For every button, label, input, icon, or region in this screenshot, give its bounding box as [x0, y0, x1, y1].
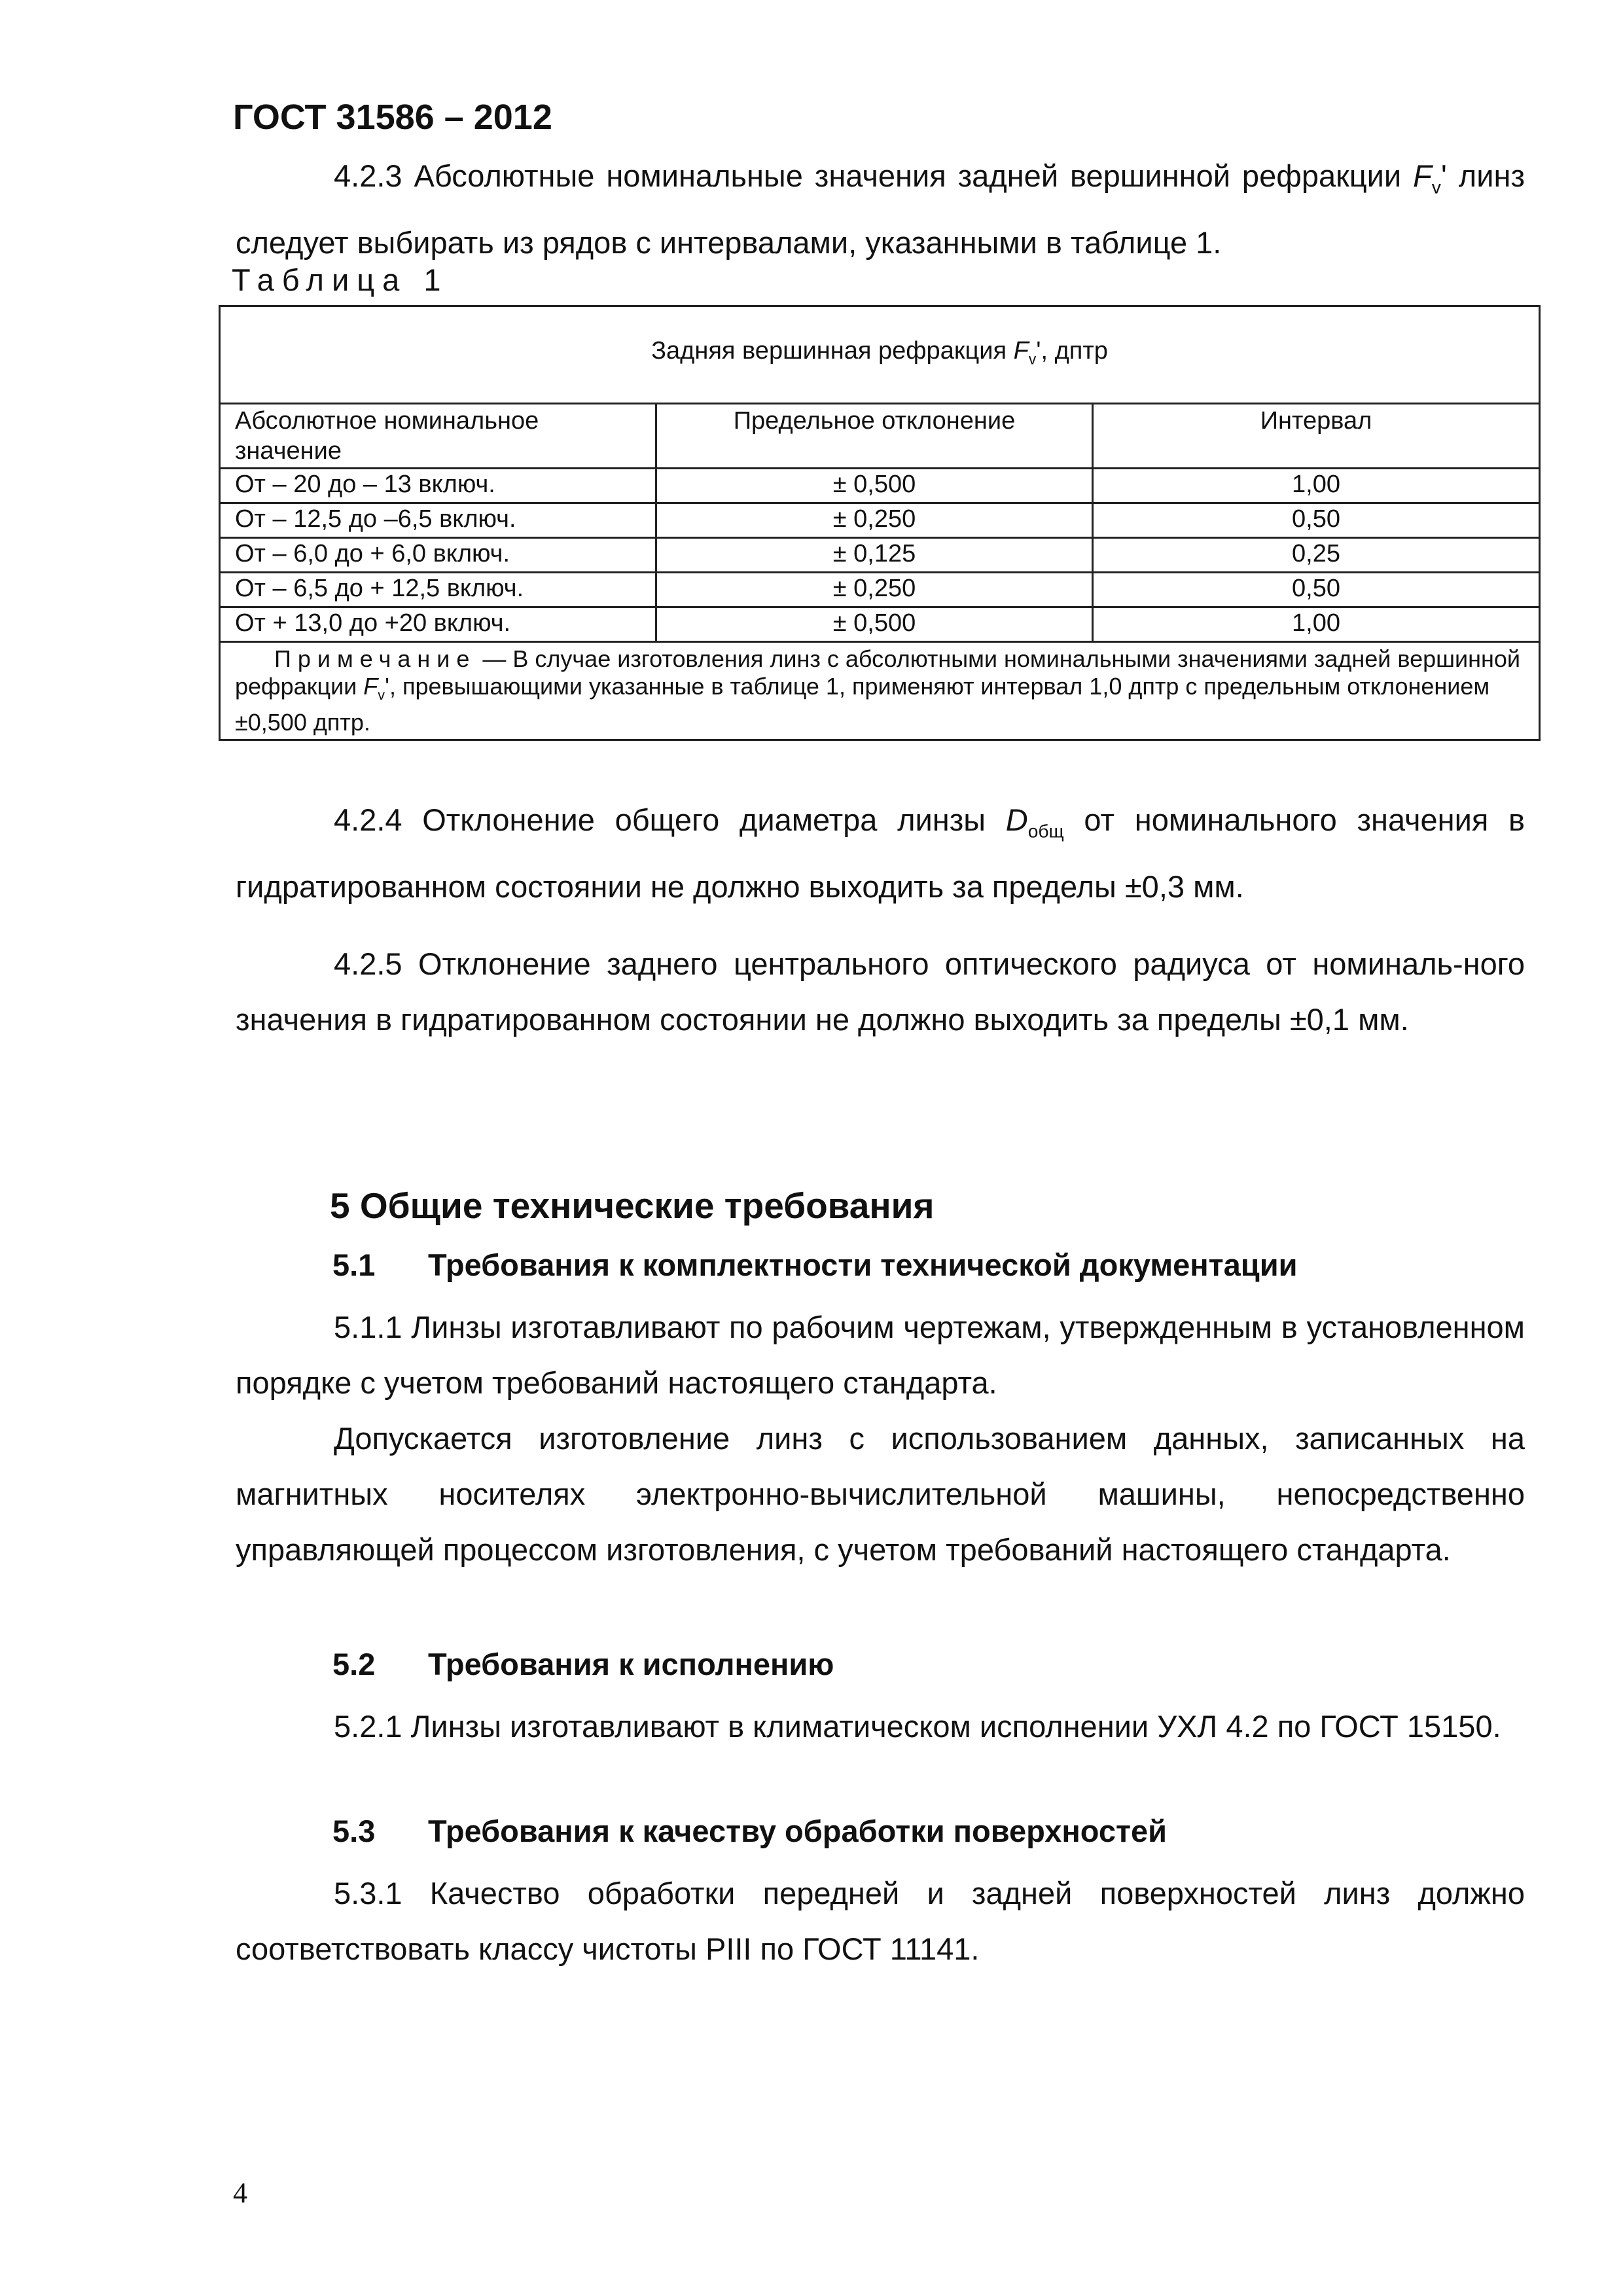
- paragraph-5-1-1-first: [236, 1299, 1525, 1410]
- symbol-prime: ': [1440, 158, 1447, 193]
- paragraph-text: 4.2.5 Отклонение заднего центрального оптического радиуса от номиналь-ного значения в гидратированном состоянии не должно выходить за пределы ±0,1 мм.: [236, 946, 1525, 1037]
- paragraph-text: линз следует выбирать из рядов с интервалами, указанными в таблице 1.: [236, 158, 1525, 260]
- table-cell: От – 6,0 до + 6,0 включ.: [220, 538, 656, 573]
- table-header-text: Задняя вершинная рефракция: [651, 336, 1014, 365]
- subsection-5-2-title: [332, 1646, 834, 1682]
- table-cell: 0,50: [1093, 573, 1540, 607]
- table-row: [220, 469, 1540, 503]
- note-text: ', превышающими указанные в таблице 1, применяют интервал 1,0 дптр с предельным отклонением ±0,500 дптр.: [235, 673, 1490, 736]
- symbol-f: F: [1413, 158, 1432, 193]
- page-number: 4: [233, 2177, 247, 2209]
- table-cell: 0,25: [1093, 538, 1540, 573]
- subsection-number: 5.3: [332, 1814, 376, 1848]
- column-header-interval: Интервал: [1093, 404, 1540, 469]
- paragraph-text: 5.2.1 Линзы изготавливают в климатическом исполнении УХЛ 4.2 по ГОСТ 15150.: [334, 1709, 1501, 1744]
- symbol-f: F: [1013, 336, 1029, 365]
- column-header-nominal: Абсолютное номинальное значение: [220, 404, 656, 469]
- document-header: ГОСТ 31586 – 2012: [233, 98, 552, 137]
- paragraph-4-2-4: [236, 792, 1525, 914]
- section-title: 5 Общие технические требования: [330, 1185, 935, 1226]
- note-text: В случае изготовления линз с абсолютными номинальными значениями задней вершинной рефракции: [235, 645, 1521, 700]
- paragraph-4-2-3: [236, 148, 1525, 270]
- subsection-number: 5.2: [332, 1647, 376, 1681]
- symbol-subscript: общ: [1027, 820, 1064, 842]
- table-cell: 1,00: [1093, 469, 1540, 503]
- table-cell: ± 0,500: [656, 607, 1093, 642]
- subsection-text: Требования к качеству обработки поверхностей: [428, 1814, 1168, 1848]
- paragraph-text: 5.3.1 Качество обработки передней и задней поверхностей линз должно соответствовать классу чистоты PIII по ГОСТ 11141.: [236, 1876, 1525, 1966]
- subsection-text: Требования к комплектности технической документации: [428, 1247, 1298, 1282]
- subsection-text: Требования к исполнению: [428, 1647, 834, 1681]
- paragraph-text: Допускается изготовление линз с использованием данных, записанных на магнитных носителях электронно-вычислительной машины, непосредственно управляющей процессом изготовления, с учетом требований настоящего стандарта.: [236, 1421, 1525, 1567]
- table-cell: ± 0,125: [656, 538, 1093, 573]
- table-row: [220, 503, 1540, 538]
- refraction-table: [219, 305, 1541, 741]
- column-header-deviation: Предельное отклонение: [656, 404, 1093, 469]
- note-label: Примечание: [274, 645, 476, 672]
- table-cell: ± 0,250: [656, 503, 1093, 538]
- table-cell: 1,00: [1093, 607, 1540, 642]
- subsection-number: 5.1: [332, 1247, 376, 1282]
- table-row: [220, 573, 1540, 607]
- table-header-unit: ', дптр: [1036, 336, 1108, 365]
- paragraph-5-2-1: [236, 1698, 1525, 1754]
- table-header: [220, 306, 1540, 404]
- table-caption: Таблица 1: [232, 262, 449, 297]
- table-cell: От – 6,5 до + 12,5 включ.: [220, 573, 656, 607]
- table-cell: ± 0,500: [656, 469, 1093, 503]
- table-cell: От – 12,5 до –6,5 включ.: [220, 503, 656, 538]
- paragraph-text: 5.1.1 Линзы изготавливают по рабочим чертежам, утвержденным в установленном порядке с учетом требований настоящего стандарта.: [236, 1310, 1525, 1400]
- table-cell: 0,50: [1093, 503, 1540, 538]
- symbol-subscript: v: [1028, 350, 1037, 368]
- paragraph-5-1-1: [236, 1299, 1525, 1577]
- symbol-subscript: v: [1431, 176, 1441, 198]
- symbol-f: F: [363, 673, 378, 700]
- paragraph-4-2-5: [236, 936, 1525, 1047]
- subsection-5-3-title: [332, 1813, 1167, 1849]
- paragraph-text: 4.2.4 Отклонение общего диаметра линзы: [334, 802, 1006, 837]
- table-note: [220, 642, 1540, 740]
- symbol-d: D: [1005, 802, 1028, 837]
- paragraph-text: от номинального значения в гидратированном состоянии не должно выходить за пределы ±0,3 мм.: [236, 802, 1525, 905]
- table-cell: ± 0,250: [656, 573, 1093, 607]
- note-dash: —: [476, 645, 513, 672]
- table-row: [220, 538, 1540, 573]
- table-cell: От – 20 до – 13 включ.: [220, 469, 656, 503]
- table-row: [220, 607, 1540, 642]
- table-cell: От + 13,0 до +20 включ.: [220, 607, 656, 642]
- subsection-5-1-title: [332, 1247, 1297, 1283]
- paragraph-5-3-1: [236, 1865, 1525, 1977]
- symbol-subscript: v: [378, 687, 385, 704]
- paragraph-5-1-1-second: [236, 1410, 1525, 1577]
- paragraph-text: 4.2.3 Абсолютные номинальные значения задней вершинной рефракции: [334, 158, 1414, 193]
